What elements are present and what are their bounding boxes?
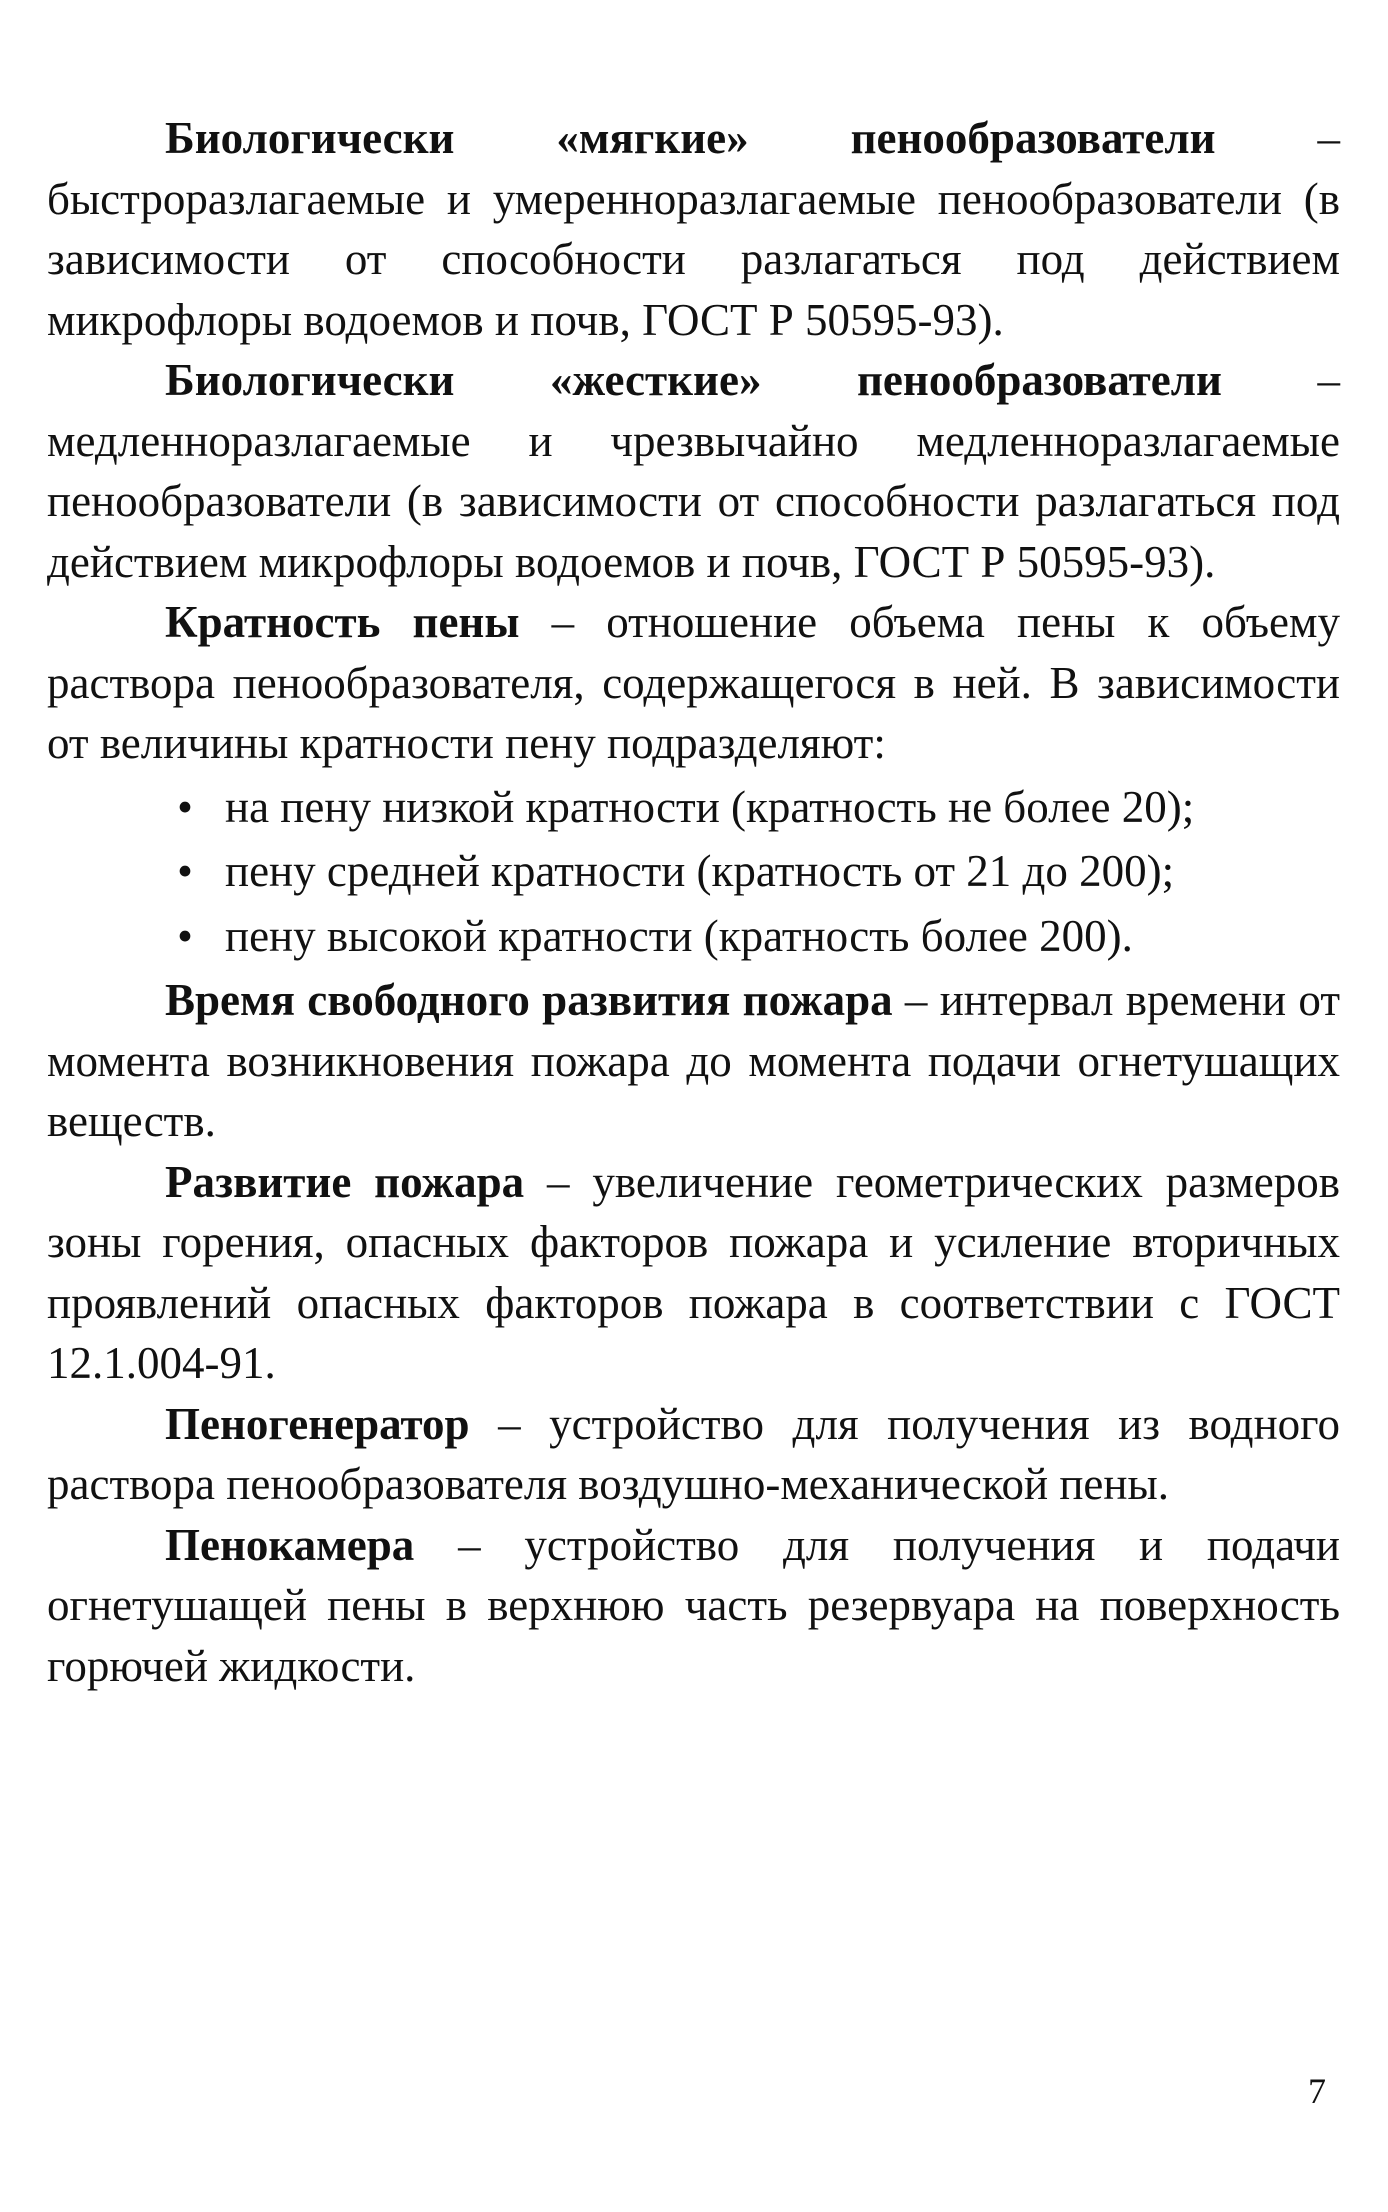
list-item: [47, 777, 1340, 838]
definition-text: – устройство для получения и подачи огнетушащей пены в верхнюю часть резервуара на поверхность горючей жидкости.: [47, 1519, 1340, 1691]
definition-paragraph: [47, 1152, 1340, 1394]
definition-term: Пеногенератор: [165, 1398, 470, 1449]
page-number: 7: [1308, 2071, 1326, 2111]
definition-term: Время свободного развития пожара: [165, 975, 893, 1025]
definition-term: Биологически «жесткие» пенообразователи: [165, 355, 1222, 405]
definition-text: – увеличение геометрических размеров зоны горения, опасных факторов пожара и усиление вторичных проявлений опасных факторов пожара в соответствии с ГОСТ 12.1.004-91.: [47, 1156, 1340, 1388]
definition-paragraph: [47, 1394, 1340, 1515]
bullet-icon: •: [177, 846, 193, 896]
definition-term: Развитие пожара: [165, 1156, 525, 1207]
list-item-text: пену средней кратности (кратность от 21 до 200);: [225, 846, 1175, 896]
definition-text: – отношение объема пены к объему раствора пенообразователя, содержащегося в ней. В зависимости от величины кратности пену подразделяют:: [47, 597, 1340, 768]
definition-text: – интервал времени от момента возникновения пожара до момента подачи огнетушащих веществ.: [47, 975, 1340, 1146]
definition-text: – устройство для получения из водного раствора пенообразователя воздушно-механической пены.: [47, 1398, 1340, 1509]
list-item-text: пену высокой кратности (кратность более 200).: [225, 910, 1133, 961]
list-item: [47, 906, 1340, 967]
definition-paragraph: [47, 350, 1340, 592]
bullet-icon: •: [177, 910, 193, 961]
definition-term: Биологически «мягкие» пенообразователи: [165, 113, 1216, 163]
document-page: [47, 108, 1340, 1696]
definition-paragraph: [47, 108, 1340, 350]
definition-text: – медленноразлагаемые и чрезвычайно медленноразлагаемые пенообразователи (в зависимости от способности разлагаться под действием микрофлоры водоемов и почв, ГОСТ Р 50595-93).: [47, 355, 1340, 587]
definition-paragraph: [47, 592, 1340, 774]
definition-paragraph: [47, 1515, 1340, 1697]
definition-paragraph: [47, 970, 1340, 1152]
list-item-text: на пену низкой кратности (кратность не более 20);: [225, 781, 1195, 832]
definition-text: – быстроразлагаемые и умеренноразлагаемые пенообразователи (в зависимости от способности разлагаться под действием микрофлоры водоемов и почв, ГОСТ Р 50595-93).: [47, 113, 1340, 345]
definition-term: Пенокамера: [165, 1519, 415, 1570]
list-item: [47, 841, 1340, 902]
foam-types-list: [47, 777, 1340, 967]
bullet-icon: •: [177, 781, 193, 832]
definition-term: Кратность пены: [165, 597, 520, 647]
